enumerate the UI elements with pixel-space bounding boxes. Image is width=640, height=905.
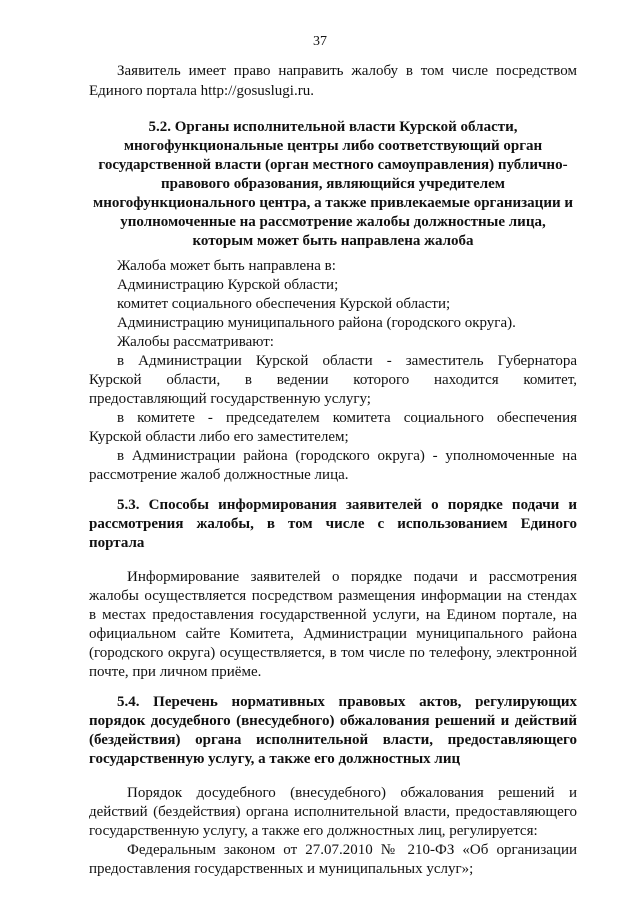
- section-5-2-body-line-7: Курской области, в ведении которого находится комитет,: [89, 372, 577, 388]
- section-5-2-body-line-10: Курской области либо его заместителем;: [89, 429, 349, 445]
- section-5-3-body-line-2: жалобы осуществляется посредством размещения информации на стендах: [89, 588, 577, 604]
- section-5-3-body-line-4: официальном сайте Комитета, Администрации муниципального района: [89, 626, 577, 642]
- page-number: 37: [313, 34, 327, 49]
- section-5-2-heading-line-6: уполномоченные на рассмотрение жалобы должностные лица,: [120, 214, 546, 230]
- section-5-2-body-line-8: предоставляющий государственную услугу;: [89, 391, 371, 407]
- intro-line-1: Заявитель имеет право направить жалобу в том числе посредством: [117, 63, 577, 79]
- section-5-3-heading-line-3: портала: [89, 535, 145, 551]
- section-5-2-body-line-5: Жалобы рассматривают:: [117, 334, 274, 350]
- section-5-4-body-line-2: действий (бездействия) органа исполнительной власти, предоставляющего: [89, 804, 577, 820]
- section-5-2-body-line-4: Администрацию муниципального района (городского округа).: [117, 315, 516, 331]
- section-5-2-heading-line-4: правового образования, являющийся учредителем: [161, 176, 505, 192]
- section-5-4-body-line-4: Федеральным законом от 27.07.2010 № 210-ФЗ «Об организации: [127, 842, 577, 858]
- section-5-2-body-line-6: в Администрации Курской области - заместитель Губернатора: [117, 353, 577, 369]
- section-5-4-heading-line-3: (бездействия) органа исполнительной власти, предоставляющего: [89, 732, 577, 748]
- section-5-2-body-line-12: рассмотрение жалоб должностные лица.: [89, 467, 349, 483]
- section-5-3-body-line-1: Информирование заявителей о порядке подачи и рассмотрения: [127, 569, 577, 585]
- section-5-2-body-line-3: комитет социального обеспечения Курской области;: [117, 296, 451, 312]
- section-5-4-body-line-5: предоставления государственных и муниципальных услуг»;: [89, 861, 474, 877]
- section-5-2-body-line-9: в комитете - председателем комитета социального обеспечения: [117, 410, 577, 426]
- section-5-4-body-line-1: Порядок досудебного (внесудебного) обжалования решений и: [127, 785, 577, 801]
- section-5-3-body-line-5: (городского округа) осуществляется, в том числе по телефону, электронной: [89, 645, 577, 661]
- section-5-3-body-line-6: почте, при личном приёме.: [89, 664, 262, 680]
- section-5-2-heading-line-7: которым может быть направлена жалоба: [192, 233, 474, 249]
- section-5-3-heading-line-2: рассмотрения жалобы, в том числе с использованием Единого: [89, 516, 577, 532]
- section-5-4-heading-line-4: государственную услугу, а также его должностных лиц: [89, 751, 461, 767]
- section-5-4-body-line-3: государственную услугу, а также его должностных лиц, регулируется:: [89, 823, 538, 839]
- section-5-2-body-line-1: Жалоба может быть направлена в:: [117, 258, 336, 274]
- section-5-4-heading-line-2: порядок досудебного (внесудебного) обжалования решений и действий: [89, 713, 577, 729]
- section-5-2-body-line-2: Администрацию Курской области;: [117, 277, 339, 293]
- section-5-2-heading-line-1: 5.2. Органы исполнительной власти Курской области,: [148, 119, 518, 135]
- section-5-2-heading-line-2: многофункциональные центры либо соответствующий орган: [123, 138, 543, 154]
- section-5-2-heading-line-5: многофункционального центра, а также привлекаемые организации и: [93, 195, 573, 211]
- intro-line-2: Единого портала http://gosuslugi.ru.: [89, 83, 314, 99]
- section-5-3-heading-line-1: 5.3. Способы информирования заявителей о порядке подачи и: [117, 497, 577, 513]
- section-5-2-heading-line-3: государственной власти (орган местного самоуправления) публично-: [98, 157, 568, 173]
- section-5-3-body-line-3: в местах предоставления государственной услуги, на Едином портале, на: [89, 607, 577, 623]
- section-5-2-body-line-11: в Администрации района (городского округа) - уполномоченные на: [117, 448, 577, 464]
- section-5-4-heading-line-1: 5.4. Перечень нормативных правовых актов, регулирующих: [117, 694, 577, 710]
